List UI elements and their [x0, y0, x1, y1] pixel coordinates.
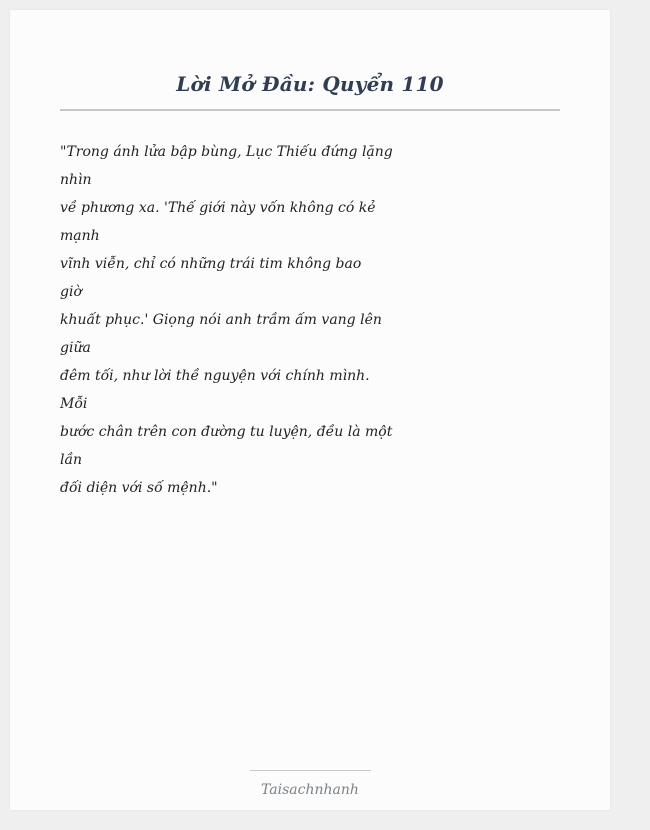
- footer-divider: [250, 770, 371, 771]
- body-line: khuất phục.' Giọng nói anh trầm ấm vang lên: [60, 312, 382, 328]
- body-line: Mỗi: [60, 396, 88, 412]
- body-line: bước chân trên con đường tu luyện, đều là một: [60, 424, 393, 440]
- title-divider: [60, 109, 560, 111]
- body-line: về phương xa. 'Thế giới này vốn không có kẻ: [60, 200, 376, 216]
- chapter-body: [60, 138, 393, 502]
- body-line: giữa: [60, 340, 91, 356]
- body-line: "Trong ánh lửa bập bùng, Lục Thiếu đứng lặng: [60, 144, 393, 160]
- body-line: nhìn: [60, 172, 92, 188]
- chapter-title: Lời Mở Đầu: Quyển 110: [176, 72, 444, 96]
- body-line: vĩnh viễn, chỉ có những trái tim không bao: [60, 256, 362, 272]
- footer-source: Taisachnhanh: [261, 782, 359, 798]
- body-line: giờ: [60, 284, 82, 300]
- body-line: đêm tối, như lời thề nguyện với chính mình.: [60, 368, 370, 384]
- body-line: đối diện với số mệnh.": [60, 480, 218, 496]
- body-line: lần: [60, 452, 83, 468]
- body-line: mạnh: [60, 228, 100, 244]
- book-page: [10, 10, 610, 810]
